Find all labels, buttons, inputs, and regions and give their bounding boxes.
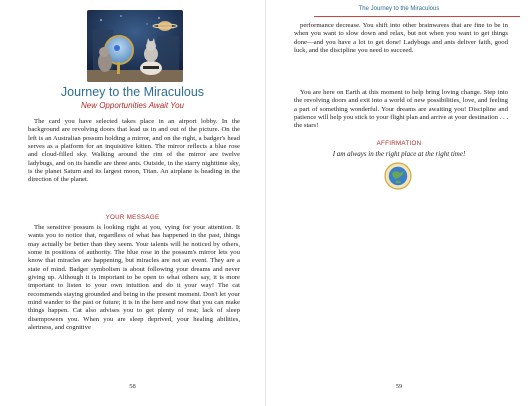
page-number-left: 58 <box>129 383 136 390</box>
message-paragraph: The sensitive possum is looking right at you, vying for your attention. It wants you to notice that, regardless of what has happened in the past, things may actually be better than they seem. Your talents will be noticed by others, some in positions of authority. The blue rose in the possum's mirror lets you know that miracles are happening, but miracles are not an event. They are a state of mind. Badger symbolism is about following your dreams and never giving up. Although it is important to be open to what others say, it is more important to listen to your own intuition and do it your way! The cat recommends staying grounded and being in the present moment. Don't let your mind wander to the past or future; it is in the here and now that you can make things happen. Cat also advises you to get plenty of rest; lack of sleep disempowers you. When you are sleep deprived, your healing abilities, alertness, and cognitive <box>28 224 240 332</box>
page-number-right: 59 <box>395 383 403 390</box>
card-illustration <box>87 10 183 82</box>
card-illustration-art <box>87 10 183 82</box>
continuation-paragraph: performance decrease. You shift into other brainwaves that are fine to be in when you want to slow down and relax, but not when you want to get things done—and you have a lot to get done! Ladybugs and ants deliver faith, good luck, and the discipline you need to succeed. <box>294 22 508 55</box>
affirmation-text: I am always in the right place at the right time! <box>332 150 466 158</box>
section-heading-affirmation: AFFIRMATION <box>376 140 422 147</box>
closing-paragraph: You are here on Earth at this moment to help bring loving change. Step into the revolving doors and exit into a world of new possibilities, love, and feeling a part of something wonderful. Your dreams are awaiting you! Discipline and patience will help you stick to your flight plan and arrive at your destination . . . the stars! <box>294 89 508 130</box>
running-head-rule <box>314 16 520 17</box>
running-head: The Journey to the Miraculous <box>358 6 440 12</box>
page-title: Journey to the Miraculous <box>60 85 205 99</box>
earth-seal-icon <box>384 162 412 190</box>
right-page <box>266 0 532 406</box>
section-heading-message: YOUR MESSAGE <box>105 214 160 221</box>
intro-paragraph: The card you have selected takes place in an airport lobby. In the background are revolving doors that lead us in and out of the picture. On the left is an Australian possum holding a mirror, and on the right, a badger's head serves as a platform for an inquisitive kitten. The mirror reflects a blue rose and cloud-filled sky. Walking around the rim of the mirror are twelve ladybugs, and on its handle are three ants. Outside, in the starry nighttime sky, is the planet Saturn and its largest moon, Titan. An airplane is heading in the direction of the planet. <box>28 118 240 184</box>
earth-seal-art <box>384 162 412 190</box>
left-page <box>0 0 265 406</box>
page-subtitle: New Opportunities Await You <box>80 101 185 110</box>
